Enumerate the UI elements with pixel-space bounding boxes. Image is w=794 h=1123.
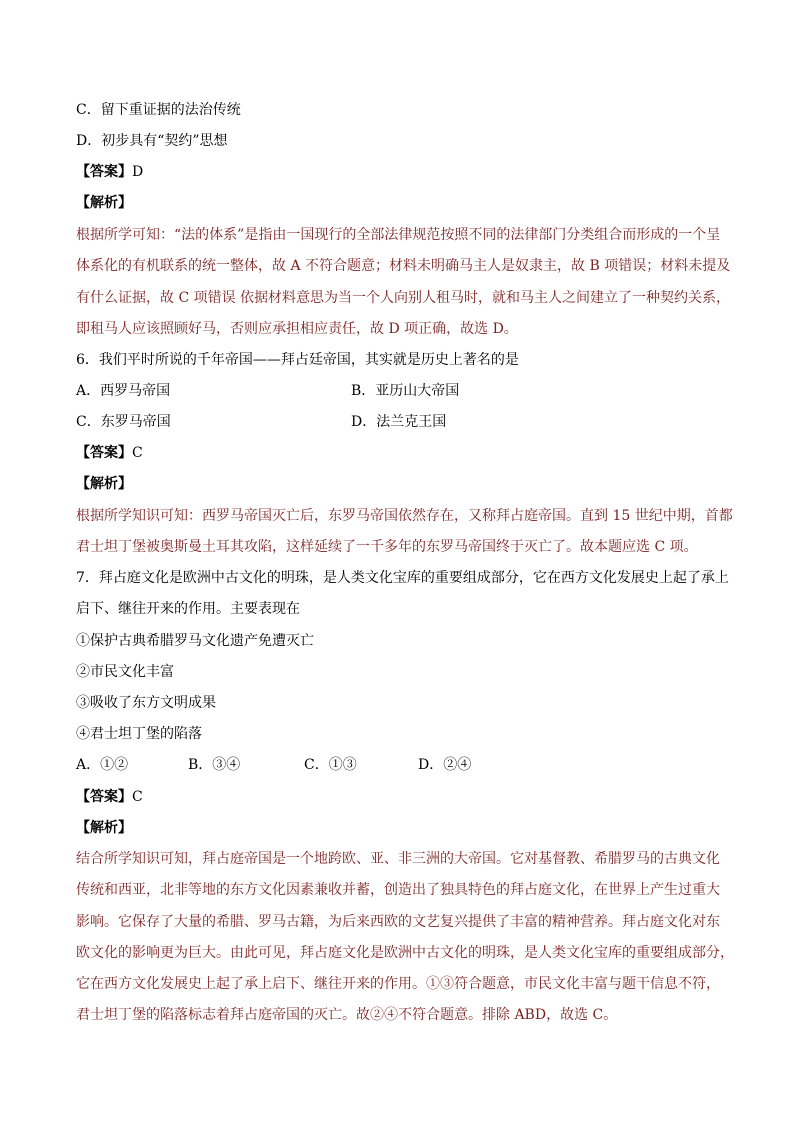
q7-item: ①保护古典希腊罗马文化遗产免遭灭亡: [76, 633, 314, 649]
q6-analysis-tag: 【解析】: [76, 476, 132, 492]
q5-answer: [76, 162, 143, 182]
q7-analysis-line: 传统和西亚，北非等地的东方文化因素兼收并蓄，创造出了独具特色的拜占庭文化，在世界上产生过重大: [76, 882, 720, 898]
q6-option-c: C．东罗马帝国: [76, 414, 171, 430]
q6-option-d: D．法兰克王国: [351, 414, 447, 430]
q6-option-b: B．亚历山大帝国: [351, 383, 460, 399]
q7-option-d: D．②④: [418, 757, 472, 773]
answer-value: C: [132, 445, 143, 461]
q7-analysis-line: 欧文化的影响更为巨大。由此可见，拜占庭文化是欧洲中古文化的明珠，是人类文化宝库的重要组成部分，: [76, 945, 734, 961]
q7-stem-line: 7．拜占庭文化是欧洲中古文化的明珠，是人类文化宝库的重要组成部分，它在西方文化发展史上起了承上: [76, 570, 729, 586]
answer-value: C: [132, 789, 143, 805]
q7-answer: [76, 787, 143, 807]
q7-analysis-tag: 【解析】: [76, 820, 132, 836]
q5-analysis-tag: 【解析】: [76, 195, 132, 211]
q5-option-c: C．留下重证据的法治传统: [76, 102, 241, 118]
answer-tag: 【答案】: [76, 164, 132, 180]
q5-analysis-line: 有什么证据，故 C 项错误 依据材料意思为当一个人向别人租马时，就和马主人之间建立了一种契约关系，: [76, 290, 731, 306]
answer-value: D: [132, 164, 144, 180]
q6-analysis-line: 君士坦丁堡被奥斯曼土耳其攻陷，这样延续了一千多年的东罗马帝国终于灭亡了。故本题应选 C 项。: [76, 539, 698, 555]
q7-analysis-line: 影响。它保存了大量的希腊、罗马古籍，为后来西欧的文艺复兴提供了丰富的精神营养。拜占庭文化对东: [76, 914, 720, 930]
q7-option-a: A．①②: [76, 757, 129, 773]
q5-analysis-line: 即租马人应该照顾好马，否则应承担相应责任，故 D 项正确，故选 D。: [76, 321, 518, 337]
q6-option-a: A．西罗马帝国: [76, 383, 171, 399]
q6-analysis-line: 根据所学知识可知：西罗马帝国灭亡后，东罗马帝国依然存在，又称拜占庭帝国。直到 15 世纪中期，首都: [76, 508, 733, 524]
q7-item: ③吸收了东方文明成果: [76, 695, 216, 711]
q5-analysis-line: 体系化的有机联系的统一整体，故 A 不符合题意；材料未明确马主人是奴隶主，故 B 项错误；材料未提及: [76, 258, 731, 274]
q7-analysis-line: 它在西方文化发展史上起了承上启下、继往开来的作用。①③符合题意，市民文化丰富与题干信息不符，: [76, 976, 720, 992]
answer-tag: 【答案】: [76, 789, 132, 805]
q6-answer: [76, 443, 143, 463]
q7-option-b: B．③④: [188, 757, 241, 773]
q7-stem-line: 启下、继往开来的作用。主要表现在: [76, 601, 300, 617]
q7-analysis-line: 结合所学知识可知，拜占庭帝国是一个地跨欧、亚、非三洲的大帝国。它对基督教、希腊罗马的古典文化: [76, 851, 720, 867]
q5-option-d: D．初步具有“契约”思想: [76, 133, 228, 149]
q7-item: ④君士坦丁堡的陷落: [76, 726, 202, 742]
q6-stem: 6．我们平时所说的千年帝国——拜占廷帝国，其实就是历史上著名的是: [76, 352, 519, 368]
q7-analysis-line: 君士坦丁堡的陷落标志着拜占庭帝国的灭亡。故②④不符合题意。排除 ABD，故选 C。: [76, 1007, 618, 1023]
answer-tag: 【答案】: [76, 445, 132, 461]
q7-item: ②市民文化丰富: [76, 664, 174, 680]
q7-option-c: C．①③: [304, 757, 357, 773]
q5-analysis-line: 根据所学可知：“法的体系”是指由一国现行的全部法律规范按照不同的法律部门分类组合而形成的一个呈: [76, 227, 721, 243]
